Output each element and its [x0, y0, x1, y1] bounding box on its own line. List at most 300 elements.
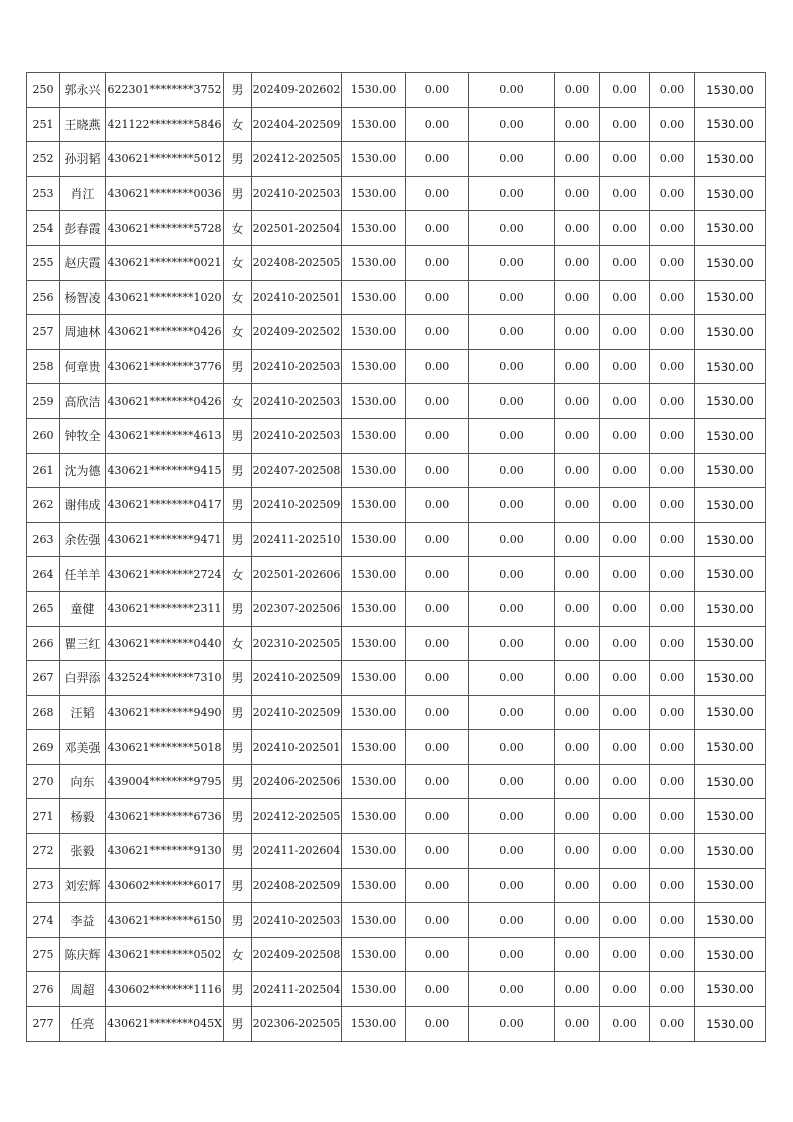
gender-cell: 男	[224, 349, 252, 384]
amount-cell-1: 1530.00	[342, 695, 406, 730]
period-cell: 202411-202604	[252, 834, 342, 869]
amount-cell-6: 0.00	[650, 799, 695, 834]
amount-cell-3: 0.00	[469, 280, 555, 315]
row-number-cell: 277	[27, 1007, 60, 1042]
total-cell: 1530.00	[695, 73, 766, 108]
amount-cell-3: 0.00	[469, 349, 555, 384]
period-cell: 202410-202501	[252, 280, 342, 315]
period-cell: 202410-202503	[252, 903, 342, 938]
name-cell: 任亮	[60, 1007, 106, 1042]
name-cell: 郭永兴	[60, 73, 106, 108]
amount-cell-4: 0.00	[555, 661, 600, 696]
period-cell: 202410-202503	[252, 176, 342, 211]
amount-cell-4: 0.00	[555, 972, 600, 1007]
total-cell: 1530.00	[695, 799, 766, 834]
amount-cell-2: 0.00	[406, 834, 469, 869]
gender-cell: 男	[224, 1007, 252, 1042]
id-number-cell: 430621********5012	[106, 142, 224, 177]
period-cell: 202410-202503	[252, 384, 342, 419]
gender-cell: 男	[224, 868, 252, 903]
gender-cell: 女	[224, 245, 252, 280]
table-row	[27, 557, 766, 592]
id-number-cell: 430621********0440	[106, 626, 224, 661]
amount-cell-6: 0.00	[650, 418, 695, 453]
amount-cell-5: 0.00	[600, 972, 650, 1007]
table-row	[27, 211, 766, 246]
amount-cell-2: 0.00	[406, 384, 469, 419]
row-number-cell: 274	[27, 903, 60, 938]
row-number-cell: 275	[27, 937, 60, 972]
amount-cell-1: 1530.00	[342, 591, 406, 626]
name-cell: 白羿添	[60, 661, 106, 696]
row-number-cell: 276	[27, 972, 60, 1007]
amount-cell-5: 0.00	[600, 245, 650, 280]
amount-cell-5: 0.00	[600, 661, 650, 696]
amount-cell-4: 0.00	[555, 280, 600, 315]
row-number-cell: 267	[27, 661, 60, 696]
amount-cell-1: 1530.00	[342, 245, 406, 280]
table-row	[27, 695, 766, 730]
amount-cell-2: 0.00	[406, 695, 469, 730]
amount-cell-6: 0.00	[650, 107, 695, 142]
row-number-cell: 253	[27, 176, 60, 211]
period-cell: 202310-202505	[252, 626, 342, 661]
amount-cell-2: 0.00	[406, 176, 469, 211]
row-number-cell: 257	[27, 315, 60, 350]
amount-cell-2: 0.00	[406, 211, 469, 246]
id-number-cell: 430621********1020	[106, 280, 224, 315]
id-number-cell: 430621********4613	[106, 418, 224, 453]
amount-cell-6: 0.00	[650, 730, 695, 765]
amount-cell-2: 0.00	[406, 453, 469, 488]
amount-cell-4: 0.00	[555, 384, 600, 419]
amount-cell-5: 0.00	[600, 522, 650, 557]
row-number-cell: 273	[27, 868, 60, 903]
total-cell: 1530.00	[695, 418, 766, 453]
amount-cell-6: 0.00	[650, 211, 695, 246]
gender-cell: 男	[224, 418, 252, 453]
amount-cell-6: 0.00	[650, 245, 695, 280]
amount-cell-1: 1530.00	[342, 972, 406, 1007]
id-number-cell: 430621********0426	[106, 384, 224, 419]
id-number-cell: 430621********5018	[106, 730, 224, 765]
gender-cell: 男	[224, 73, 252, 108]
amount-cell-1: 1530.00	[342, 142, 406, 177]
amount-cell-2: 0.00	[406, 799, 469, 834]
row-number-cell: 252	[27, 142, 60, 177]
row-number-cell: 266	[27, 626, 60, 661]
amount-cell-2: 0.00	[406, 280, 469, 315]
amount-cell-4: 0.00	[555, 626, 600, 661]
gender-cell: 女	[224, 626, 252, 661]
total-cell: 1530.00	[695, 245, 766, 280]
amount-cell-2: 0.00	[406, 591, 469, 626]
name-cell: 任羊羊	[60, 557, 106, 592]
amount-cell-2: 0.00	[406, 868, 469, 903]
amount-cell-4: 0.00	[555, 937, 600, 972]
total-cell: 1530.00	[695, 349, 766, 384]
row-number-cell: 261	[27, 453, 60, 488]
amount-cell-6: 0.00	[650, 661, 695, 696]
row-number-cell: 265	[27, 591, 60, 626]
id-number-cell: 622301********3752	[106, 73, 224, 108]
id-number-cell: 430621********6150	[106, 903, 224, 938]
amount-cell-5: 0.00	[600, 626, 650, 661]
amount-cell-5: 0.00	[600, 557, 650, 592]
period-cell: 202410-202503	[252, 418, 342, 453]
id-number-cell: 430602********6017	[106, 868, 224, 903]
row-number-cell: 250	[27, 73, 60, 108]
id-number-cell: 430621********045X	[106, 1007, 224, 1042]
amount-cell-5: 0.00	[600, 280, 650, 315]
row-number-cell: 262	[27, 488, 60, 523]
amount-cell-4: 0.00	[555, 245, 600, 280]
name-cell: 王晓燕	[60, 107, 106, 142]
amount-cell-1: 1530.00	[342, 107, 406, 142]
amount-cell-1: 1530.00	[342, 1007, 406, 1042]
amount-cell-3: 0.00	[469, 488, 555, 523]
amount-cell-6: 0.00	[650, 972, 695, 1007]
amount-cell-4: 0.00	[555, 107, 600, 142]
id-number-cell: 430621********2311	[106, 591, 224, 626]
row-number-cell: 254	[27, 211, 60, 246]
amount-cell-6: 0.00	[650, 695, 695, 730]
total-cell: 1530.00	[695, 211, 766, 246]
total-cell: 1530.00	[695, 730, 766, 765]
amount-cell-3: 0.00	[469, 972, 555, 1007]
amount-cell-1: 1530.00	[342, 488, 406, 523]
row-number-cell: 263	[27, 522, 60, 557]
name-cell: 钟牧全	[60, 418, 106, 453]
amount-cell-3: 0.00	[469, 834, 555, 869]
id-number-cell: 421122********5846	[106, 107, 224, 142]
amount-cell-3: 0.00	[469, 1007, 555, 1042]
total-cell: 1530.00	[695, 488, 766, 523]
amount-cell-1: 1530.00	[342, 661, 406, 696]
table-row	[27, 764, 766, 799]
amount-cell-1: 1530.00	[342, 764, 406, 799]
period-cell: 202501-202606	[252, 557, 342, 592]
table-row	[27, 176, 766, 211]
amount-cell-4: 0.00	[555, 522, 600, 557]
period-cell: 202501-202504	[252, 211, 342, 246]
total-cell: 1530.00	[695, 384, 766, 419]
gender-cell: 男	[224, 142, 252, 177]
id-number-cell: 430621********5728	[106, 211, 224, 246]
amount-cell-2: 0.00	[406, 73, 469, 108]
id-number-cell: 430602********1116	[106, 972, 224, 1007]
period-cell: 202410-202501	[252, 730, 342, 765]
name-cell: 刘宏辉	[60, 868, 106, 903]
amount-cell-5: 0.00	[600, 349, 650, 384]
gender-cell: 男	[224, 695, 252, 730]
row-number-cell: 268	[27, 695, 60, 730]
amount-cell-4: 0.00	[555, 315, 600, 350]
total-cell: 1530.00	[695, 280, 766, 315]
amount-cell-6: 0.00	[650, 384, 695, 419]
amount-cell-2: 0.00	[406, 522, 469, 557]
amount-cell-2: 0.00	[406, 626, 469, 661]
total-cell: 1530.00	[695, 764, 766, 799]
amount-cell-1: 1530.00	[342, 730, 406, 765]
amount-cell-4: 0.00	[555, 176, 600, 211]
period-cell: 202409-202602	[252, 73, 342, 108]
amount-cell-5: 0.00	[600, 142, 650, 177]
period-cell: 202410-202509	[252, 695, 342, 730]
gender-cell: 女	[224, 557, 252, 592]
name-cell: 高欣洁	[60, 384, 106, 419]
table-body	[27, 73, 766, 1042]
gender-cell: 女	[224, 280, 252, 315]
table-row	[27, 972, 766, 1007]
row-number-cell: 270	[27, 764, 60, 799]
amount-cell-5: 0.00	[600, 211, 650, 246]
total-cell: 1530.00	[695, 834, 766, 869]
amount-cell-4: 0.00	[555, 211, 600, 246]
amount-cell-3: 0.00	[469, 868, 555, 903]
name-cell: 邓美强	[60, 730, 106, 765]
amount-cell-2: 0.00	[406, 557, 469, 592]
amount-cell-3: 0.00	[469, 591, 555, 626]
amount-cell-3: 0.00	[469, 937, 555, 972]
total-cell: 1530.00	[695, 695, 766, 730]
amount-cell-3: 0.00	[469, 245, 555, 280]
row-number-cell: 251	[27, 107, 60, 142]
amount-cell-2: 0.00	[406, 661, 469, 696]
table-row	[27, 488, 766, 523]
amount-cell-1: 1530.00	[342, 384, 406, 419]
name-cell: 陈庆辉	[60, 937, 106, 972]
table-row	[27, 245, 766, 280]
amount-cell-3: 0.00	[469, 107, 555, 142]
row-number-cell: 255	[27, 245, 60, 280]
gender-cell: 男	[224, 730, 252, 765]
amount-cell-6: 0.00	[650, 488, 695, 523]
table-row	[27, 799, 766, 834]
amount-cell-2: 0.00	[406, 488, 469, 523]
amount-cell-6: 0.00	[650, 903, 695, 938]
gender-cell: 男	[224, 834, 252, 869]
name-cell: 何章贵	[60, 349, 106, 384]
amount-cell-4: 0.00	[555, 73, 600, 108]
table-row	[27, 868, 766, 903]
table-row	[27, 1007, 766, 1042]
subsidy-table	[26, 72, 766, 1042]
table-row	[27, 453, 766, 488]
name-cell: 谢伟成	[60, 488, 106, 523]
period-cell: 202306-202505	[252, 1007, 342, 1042]
amount-cell-6: 0.00	[650, 557, 695, 592]
amount-cell-4: 0.00	[555, 557, 600, 592]
name-cell: 彭春霞	[60, 211, 106, 246]
name-cell: 周超	[60, 972, 106, 1007]
total-cell: 1530.00	[695, 972, 766, 1007]
amount-cell-6: 0.00	[650, 937, 695, 972]
row-number-cell: 264	[27, 557, 60, 592]
id-number-cell: 430621********0417	[106, 488, 224, 523]
amount-cell-3: 0.00	[469, 626, 555, 661]
amount-cell-5: 0.00	[600, 591, 650, 626]
total-cell: 1530.00	[695, 557, 766, 592]
table-row	[27, 384, 766, 419]
amount-cell-6: 0.00	[650, 591, 695, 626]
amount-cell-2: 0.00	[406, 903, 469, 938]
amount-cell-1: 1530.00	[342, 280, 406, 315]
amount-cell-6: 0.00	[650, 453, 695, 488]
amount-cell-2: 0.00	[406, 349, 469, 384]
period-cell: 202404-202509	[252, 107, 342, 142]
gender-cell: 男	[224, 176, 252, 211]
amount-cell-6: 0.00	[650, 315, 695, 350]
gender-cell: 男	[224, 522, 252, 557]
amount-cell-2: 0.00	[406, 245, 469, 280]
amount-cell-6: 0.00	[650, 522, 695, 557]
amount-cell-3: 0.00	[469, 211, 555, 246]
gender-cell: 男	[224, 972, 252, 1007]
amount-cell-6: 0.00	[650, 868, 695, 903]
id-number-cell: 430621********0021	[106, 245, 224, 280]
name-cell: 沈为德	[60, 453, 106, 488]
amount-cell-1: 1530.00	[342, 903, 406, 938]
amount-cell-1: 1530.00	[342, 349, 406, 384]
amount-cell-4: 0.00	[555, 418, 600, 453]
amount-cell-4: 0.00	[555, 349, 600, 384]
table-row	[27, 903, 766, 938]
amount-cell-6: 0.00	[650, 764, 695, 799]
name-cell: 杨毅	[60, 799, 106, 834]
name-cell: 汪韬	[60, 695, 106, 730]
amount-cell-2: 0.00	[406, 107, 469, 142]
id-number-cell: 430621********0502	[106, 937, 224, 972]
amount-cell-2: 0.00	[406, 730, 469, 765]
amount-cell-4: 0.00	[555, 868, 600, 903]
id-number-cell: 430621********9415	[106, 453, 224, 488]
amount-cell-5: 0.00	[600, 418, 650, 453]
amount-cell-4: 0.00	[555, 730, 600, 765]
name-cell: 瞿三红	[60, 626, 106, 661]
amount-cell-1: 1530.00	[342, 799, 406, 834]
amount-cell-1: 1530.00	[342, 418, 406, 453]
amount-cell-4: 0.00	[555, 453, 600, 488]
amount-cell-3: 0.00	[469, 522, 555, 557]
id-number-cell: 430621********2724	[106, 557, 224, 592]
amount-cell-5: 0.00	[600, 695, 650, 730]
row-number-cell: 256	[27, 280, 60, 315]
amount-cell-6: 0.00	[650, 142, 695, 177]
table-row	[27, 522, 766, 557]
amount-cell-2: 0.00	[406, 142, 469, 177]
amount-cell-5: 0.00	[600, 73, 650, 108]
amount-cell-5: 0.00	[600, 730, 650, 765]
total-cell: 1530.00	[695, 937, 766, 972]
table-row	[27, 349, 766, 384]
period-cell: 202407-202508	[252, 453, 342, 488]
amount-cell-5: 0.00	[600, 834, 650, 869]
total-cell: 1530.00	[695, 453, 766, 488]
id-number-cell: 430621********0036	[106, 176, 224, 211]
period-cell: 202408-202509	[252, 868, 342, 903]
amount-cell-1: 1530.00	[342, 834, 406, 869]
amount-cell-6: 0.00	[650, 1007, 695, 1042]
amount-cell-5: 0.00	[600, 384, 650, 419]
amount-cell-1: 1530.00	[342, 73, 406, 108]
id-number-cell: 430621********9471	[106, 522, 224, 557]
amount-cell-4: 0.00	[555, 764, 600, 799]
name-cell: 周迪林	[60, 315, 106, 350]
row-number-cell: 260	[27, 418, 60, 453]
amount-cell-4: 0.00	[555, 591, 600, 626]
gender-cell: 女	[224, 315, 252, 350]
amount-cell-1: 1530.00	[342, 453, 406, 488]
amount-cell-2: 0.00	[406, 937, 469, 972]
gender-cell: 男	[224, 488, 252, 523]
period-cell: 202406-202506	[252, 764, 342, 799]
id-number-cell: 430621********0426	[106, 315, 224, 350]
name-cell: 肖江	[60, 176, 106, 211]
total-cell: 1530.00	[695, 1007, 766, 1042]
table-row	[27, 591, 766, 626]
period-cell: 202410-202509	[252, 488, 342, 523]
amount-cell-5: 0.00	[600, 315, 650, 350]
table-row	[27, 107, 766, 142]
amount-cell-1: 1530.00	[342, 557, 406, 592]
period-cell: 202412-202505	[252, 799, 342, 834]
amount-cell-3: 0.00	[469, 730, 555, 765]
table-row	[27, 315, 766, 350]
amount-cell-5: 0.00	[600, 453, 650, 488]
amount-cell-2: 0.00	[406, 315, 469, 350]
gender-cell: 男	[224, 591, 252, 626]
total-cell: 1530.00	[695, 142, 766, 177]
name-cell: 向东	[60, 764, 106, 799]
amount-cell-3: 0.00	[469, 176, 555, 211]
amount-cell-3: 0.00	[469, 557, 555, 592]
amount-cell-1: 1530.00	[342, 522, 406, 557]
amount-cell-5: 0.00	[600, 903, 650, 938]
row-number-cell: 259	[27, 384, 60, 419]
amount-cell-3: 0.00	[469, 764, 555, 799]
amount-cell-3: 0.00	[469, 903, 555, 938]
total-cell: 1530.00	[695, 107, 766, 142]
amount-cell-4: 0.00	[555, 488, 600, 523]
amount-cell-5: 0.00	[600, 937, 650, 972]
period-cell: 202410-202503	[252, 349, 342, 384]
gender-cell: 男	[224, 903, 252, 938]
amount-cell-3: 0.00	[469, 695, 555, 730]
name-cell: 余佐强	[60, 522, 106, 557]
period-cell: 202409-202502	[252, 315, 342, 350]
row-number-cell: 269	[27, 730, 60, 765]
amount-cell-6: 0.00	[650, 176, 695, 211]
amount-cell-3: 0.00	[469, 453, 555, 488]
period-cell: 202411-202504	[252, 972, 342, 1007]
name-cell: 童健	[60, 591, 106, 626]
total-cell: 1530.00	[695, 176, 766, 211]
total-cell: 1530.00	[695, 626, 766, 661]
total-cell: 1530.00	[695, 522, 766, 557]
amount-cell-2: 0.00	[406, 1007, 469, 1042]
total-cell: 1530.00	[695, 315, 766, 350]
period-cell: 202411-202510	[252, 522, 342, 557]
amount-cell-3: 0.00	[469, 73, 555, 108]
period-cell: 202307-202506	[252, 591, 342, 626]
id-number-cell: 439004********9795	[106, 764, 224, 799]
amount-cell-3: 0.00	[469, 315, 555, 350]
amount-cell-4: 0.00	[555, 142, 600, 177]
period-cell: 202412-202505	[252, 142, 342, 177]
gender-cell: 女	[224, 107, 252, 142]
period-cell: 202408-202505	[252, 245, 342, 280]
